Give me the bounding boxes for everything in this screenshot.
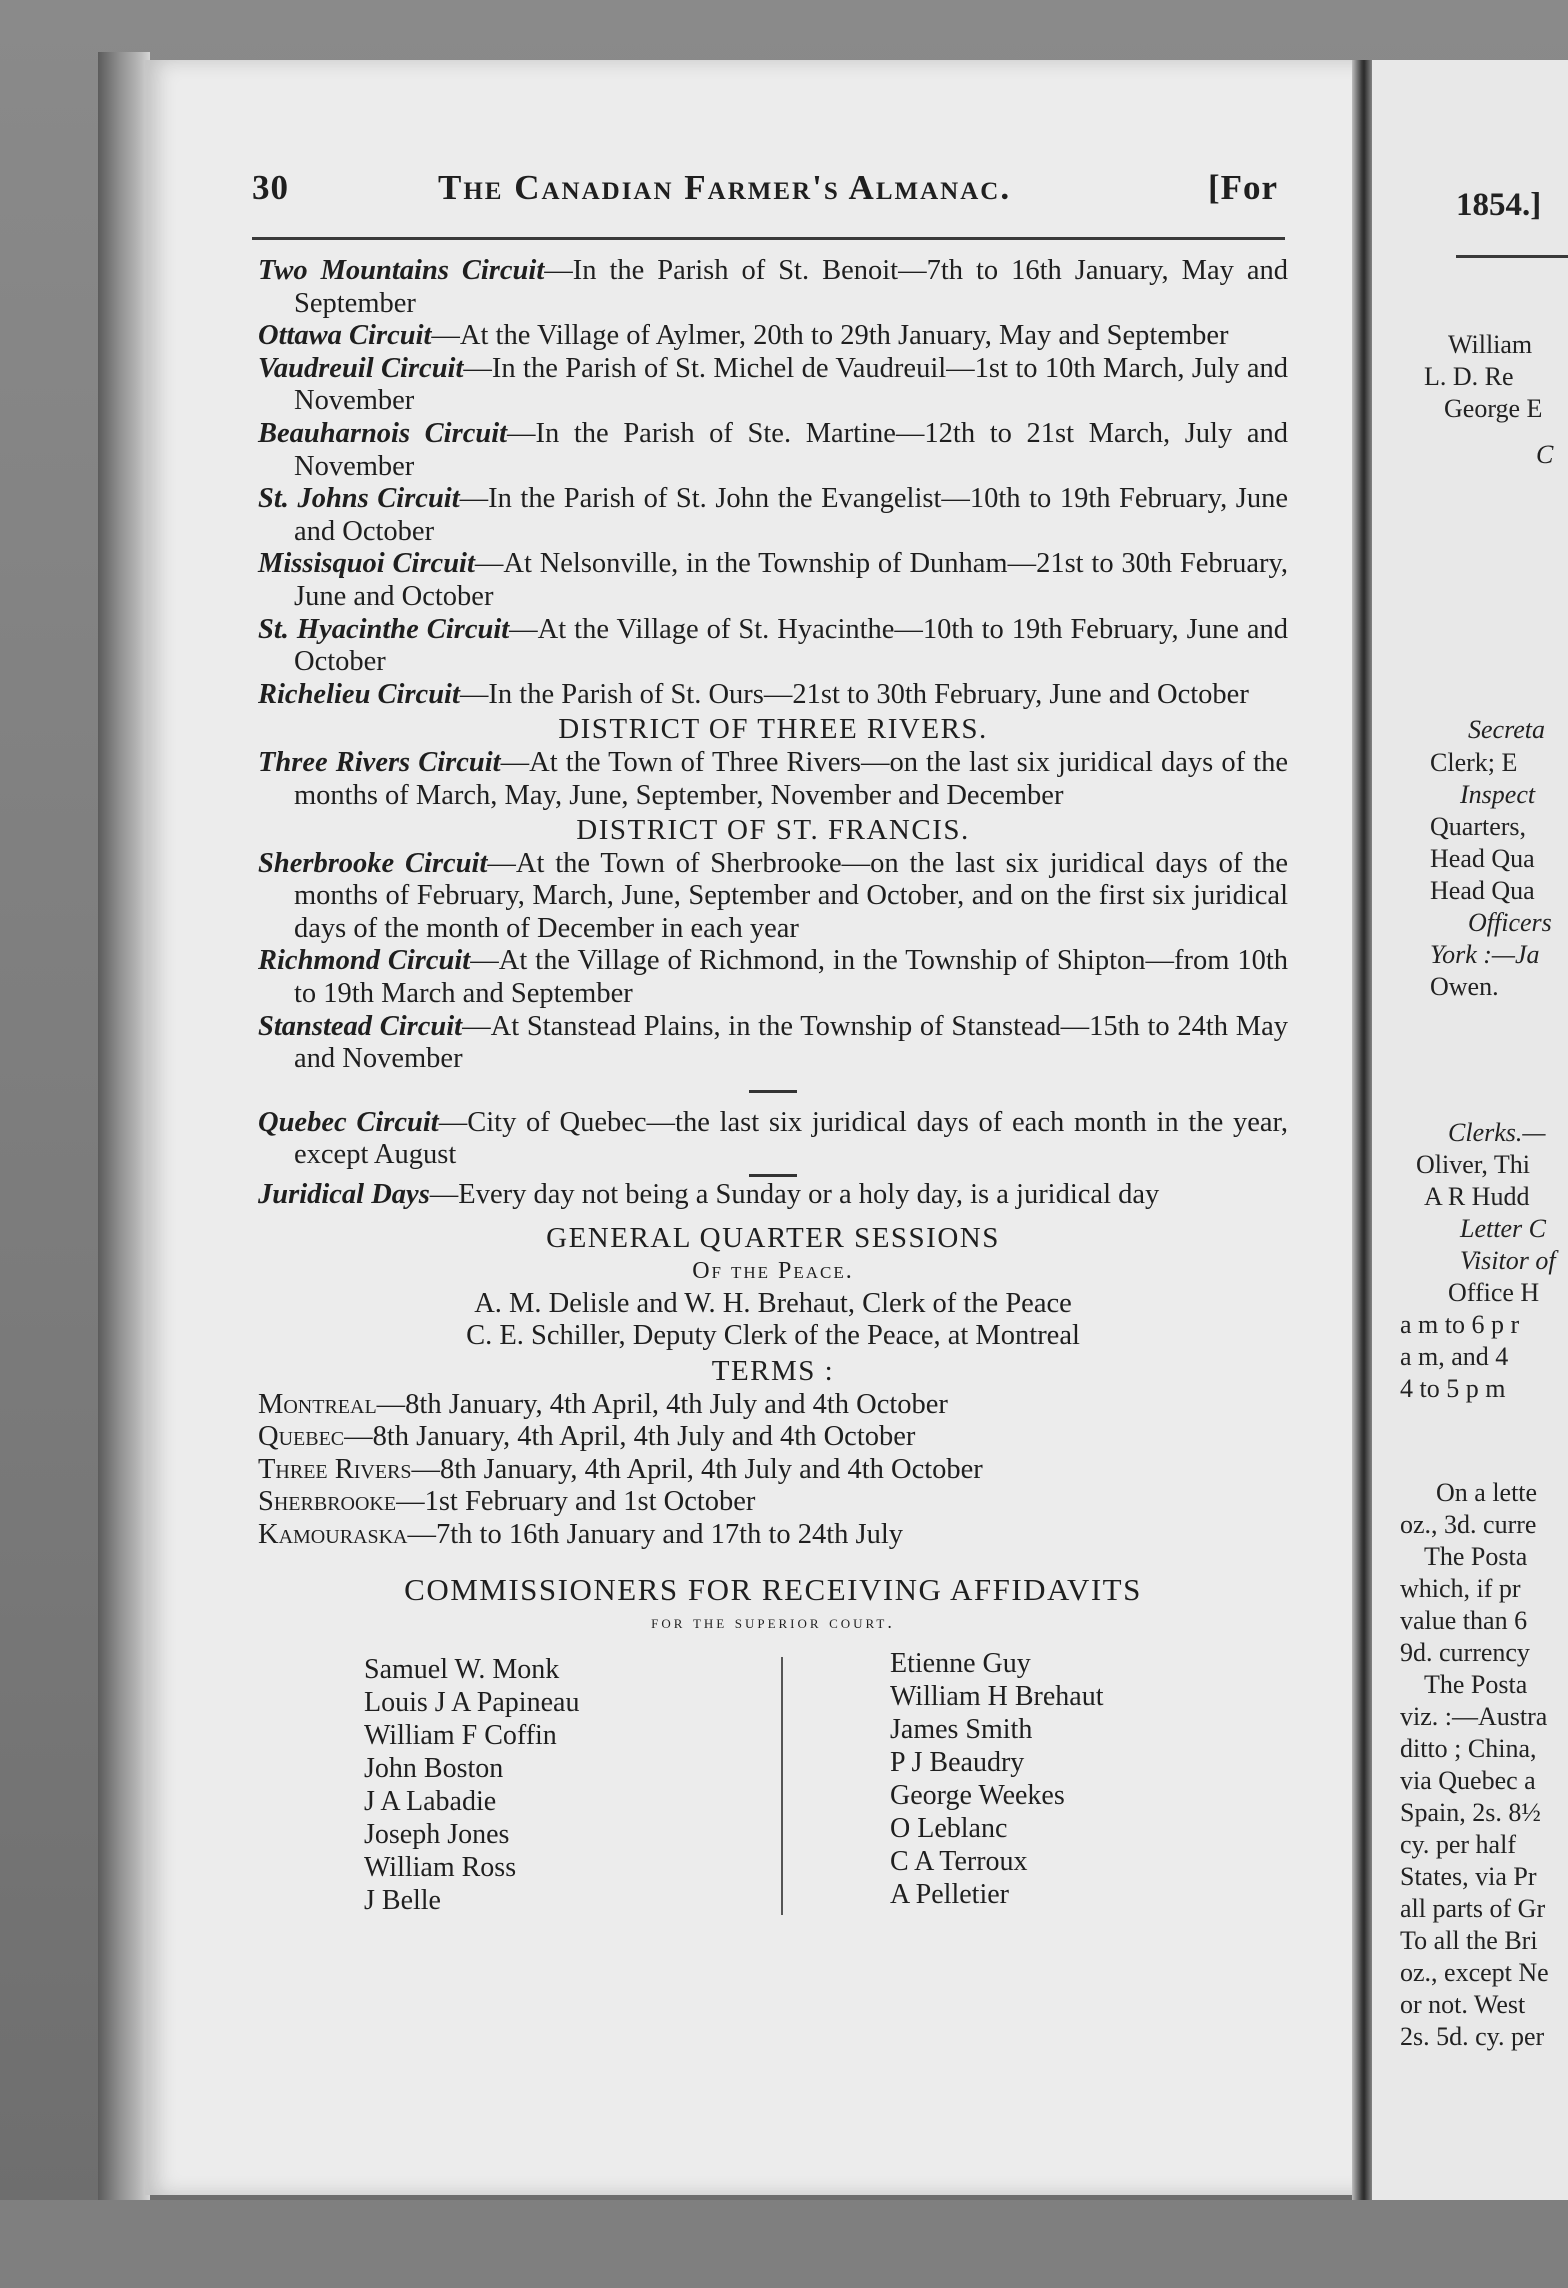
term-place: Sherbrooke	[258, 1486, 397, 1518]
facing-page-header: 1854.]	[1456, 187, 1542, 223]
st-francis-circuit-list	[258, 848, 1288, 1076]
commissioners-left-column	[364, 1653, 694, 1917]
term-place: Three Rivers	[258, 1453, 412, 1485]
facing-page-fragment: Office H	[1448, 1278, 1540, 1307]
commissioner-name: William H Brehaut	[890, 1680, 1104, 1712]
term-dates: —8th January, 4th April, 4th July and 4th October	[411, 1453, 983, 1485]
term-row	[258, 1486, 1288, 1519]
facing-page-fragment: a m, and 4	[1400, 1342, 1509, 1371]
facing-page-fragment: William	[1448, 330, 1533, 359]
circuit-entry	[258, 353, 1288, 418]
circuit-name: Two Mountains Circuit	[258, 255, 545, 286]
circuit-name: Richelieu Circuit	[258, 678, 460, 710]
circuit-name: St. Hyacinthe Circuit	[258, 613, 510, 645]
term-row	[258, 1389, 1288, 1422]
facing-page-fragment: viz. :—Austra	[1400, 1702, 1548, 1731]
facing-page-fragment: which, if pr	[1400, 1574, 1521, 1603]
circuit-text: —In the Parish of St. Ours—21st to 30th February, June and October	[459, 678, 1249, 710]
circuit-entry	[258, 1011, 1288, 1076]
circuit-name: Ottawa Circuit	[258, 320, 432, 352]
section-divider	[749, 1174, 797, 1177]
circuit-text: —At the Village of Richmond, in the Township of Shipton—from 10th to 19th March and September	[294, 945, 1288, 1010]
facing-page-fragment: On a lette	[1436, 1478, 1538, 1507]
facing-page-fragment: oz., 3d. curre	[1400, 1510, 1537, 1539]
circuit-name: St. Johns Circuit	[258, 483, 460, 515]
term-dates: —8th January, 4th April, 4th July and 4th October	[376, 1388, 948, 1420]
commissioner-name: P J Beaudry	[890, 1746, 1025, 1778]
circuit-name: Richmond Circuit	[258, 945, 471, 977]
commissioner-name: Etienne Guy	[890, 1647, 1031, 1679]
commissioners-heading: COMMISSIONERS FOR RECEIVING AFFIDAVITS	[404, 1571, 1142, 1607]
circuit-text: —At the Village of Aylmer, 20th to 29th January, May and September	[431, 320, 1229, 352]
facing-page-fragment: or not. West	[1400, 1990, 1526, 2019]
facing-page-fragment: Oliver, Thi	[1416, 1150, 1531, 1179]
term-row	[258, 1421, 1288, 1454]
term-place: Kamouraska	[258, 1518, 408, 1550]
commissioner-name: C A Terroux	[890, 1845, 1028, 1877]
facing-page-fragment: A R Hudd	[1424, 1182, 1530, 1211]
commissioner-name: James Smith	[890, 1713, 1033, 1745]
circuit-entry	[258, 418, 1288, 483]
circuit-entry	[258, 848, 1288, 946]
circuit-text: —City of Quebec—the last six juridical days of each month in the year, except August	[294, 1106, 1288, 1171]
circuit-entry	[258, 320, 1288, 353]
facing-page-fragment: C	[1536, 440, 1554, 469]
term-place: Quebec	[258, 1421, 345, 1453]
facing-page-fragment: Officers	[1468, 908, 1552, 937]
three-rivers-circuit-list	[258, 747, 1288, 812]
facing-page-fragment: To all the Bri	[1400, 1926, 1538, 1955]
header-rule	[252, 237, 1285, 240]
quarter-sessions-subheading: Of the Peace.	[692, 1258, 854, 1285]
circuit-text: —At the Town of Sherbrooke—on the last six juridical days of the months of February, March, June, September and October, and on the first six juridical days of the month of December in each year	[294, 847, 1288, 944]
book-gutter	[1352, 60, 1374, 2205]
facing-page-fragment: Head Qua	[1430, 844, 1535, 873]
circuit-entry	[258, 255, 1288, 320]
circuit-text: —In the Parish of Ste. Martine—12th to 21st March, July and November	[294, 417, 1288, 482]
circuit-entry	[258, 483, 1288, 548]
facing-page-fragment: ditto ; China,	[1400, 1734, 1537, 1763]
facing-page-fragment: all parts of Gr	[1400, 1894, 1546, 1923]
commissioners-table	[258, 1647, 1288, 1918]
facing-page-fragment: 9d. currency	[1400, 1638, 1530, 1667]
running-title-continuation: [For	[1208, 168, 1279, 207]
running-title: The Canadian Farmer's Almanac.	[438, 168, 1012, 207]
facing-page-fragment: a m to 6 p r	[1400, 1310, 1520, 1339]
circuit-entry	[258, 548, 1288, 613]
circuit-text: —At Stanstead Plains, in the Township of Stanstead—15th to 24th May and November	[294, 1010, 1288, 1075]
circuit-name: Sherbrooke Circuit	[258, 847, 488, 879]
facing-page-fragment: Inspect	[1460, 780, 1536, 809]
district-st-francis-heading: DISTRICT OF ST. FRANCIS.	[576, 814, 970, 847]
term-dates: —1st February and 1st October	[396, 1486, 756, 1518]
facing-page-fragment: L. D. Re	[1424, 362, 1514, 391]
facing-page-fragment: 4 to 5 p m	[1400, 1374, 1506, 1403]
circuit-entry	[258, 945, 1288, 1010]
commissioner-name: Joseph Jones	[364, 1818, 510, 1850]
commissioner-name: Samuel W. Monk	[364, 1653, 560, 1685]
facing-page-fragment: 2s. 5d. cy. per	[1400, 2022, 1545, 2051]
circuit-name: Vaudreuil Circuit	[258, 352, 464, 384]
circuit-entry	[258, 614, 1288, 679]
facing-page-fragment: Owen.	[1430, 972, 1499, 1001]
facing-page-fragment: Letter C	[1460, 1214, 1546, 1243]
circuit-text: —In the Parish of St. Benoit—7th to 16th January, May and September	[294, 255, 1288, 319]
book-page-edges	[98, 52, 150, 2202]
facing-page-fragment: oz., except Ne	[1400, 1958, 1549, 1987]
facing-page-fragment: value than 6	[1400, 1606, 1528, 1635]
facing-page-fragment: Clerks.—	[1448, 1118, 1546, 1147]
commissioner-name: John Boston	[364, 1752, 504, 1784]
circuit-text: —At the Village of St. Hyacinthe—10th to 19th February, June and October	[294, 613, 1289, 678]
facing-page-fragment: cy. per half	[1400, 1830, 1516, 1859]
circuit-text: —At the Town of Three Rivers—on the last six juridical days of the months of March, May, June, September, November and December	[294, 746, 1288, 811]
facing-page-fragment: Clerk; E	[1430, 748, 1518, 777]
facing-page-fragment: George E	[1444, 394, 1543, 423]
facing-page-text	[1376, 0, 1568, 2200]
facing-page-fragment: The Posta	[1424, 1542, 1528, 1571]
term-dates: —7th to 16th January and 17th to 24th July	[407, 1518, 904, 1550]
commissioner-name: J A Labadie	[364, 1785, 497, 1817]
term-place: Montreal	[258, 1388, 377, 1420]
term-row	[258, 1519, 1288, 1552]
clerk-of-peace: A. M. Delisle and W. H. Brehaut, Clerk of the Peace	[474, 1287, 1072, 1319]
column-divider	[781, 1657, 783, 1915]
commissioners-right-column	[890, 1647, 1250, 1911]
circuit-name: Three Rivers Circuit	[258, 746, 501, 778]
term-row	[258, 1454, 1288, 1487]
commissioner-name: A Pelletier	[890, 1878, 1009, 1910]
juridical-days-label: Juridical Days	[258, 1179, 430, 1211]
facing-page-fragment: Quarters,	[1430, 812, 1527, 841]
circuit-entry	[258, 747, 1288, 812]
facing-page-rule	[1456, 255, 1568, 258]
commissioner-name: George Weekes	[890, 1779, 1065, 1811]
circuit-name: Missisquoi Circuit	[258, 548, 475, 580]
circuit-text: —In the Parish of St. Michel de Vaudreuil—1st to 10th March, July and November	[294, 352, 1288, 417]
juridical-days-text: —Every day not being a Sunday or a holy day, is a juridical day	[429, 1179, 1160, 1211]
circuit-entry	[258, 679, 1288, 712]
circuit-name: Stanstead Circuit	[258, 1010, 463, 1042]
circuit-text: —In the Parish of St. John the Evangelist—10th to 19th February, June and October	[294, 483, 1288, 547]
terms-heading: TERMS :	[711, 1355, 835, 1387]
facing-page-fragment: Head Qua	[1430, 876, 1535, 905]
page-number: 30	[252, 168, 289, 207]
commissioners-subheading: for the superior court.	[651, 1612, 895, 1633]
commissioner-name: O Leblanc	[890, 1812, 1008, 1844]
deputy-clerk: C. E. Schiller, Deputy Clerk of the Peace, at Montreal	[466, 1320, 1080, 1352]
page-body	[258, 255, 1288, 1918]
facing-page-fragment: The Posta	[1424, 1670, 1528, 1699]
commissioner-name: William Ross	[364, 1851, 517, 1883]
circuit-entry	[258, 1107, 1288, 1172]
term-dates: —8th January, 4th April, 4th July and 4th October	[344, 1421, 916, 1453]
commissioner-name: William F Coffin	[364, 1719, 557, 1751]
district-three-rivers-heading: DISTRICT OF THREE RIVERS.	[558, 713, 988, 746]
juridical-days-entry	[258, 1179, 1288, 1212]
facing-page-fragment: Spain, 2s. 8½	[1400, 1798, 1541, 1827]
montreal-circuit-list	[258, 255, 1288, 711]
commissioner-name: J Belle	[364, 1884, 441, 1916]
circuit-text: —At Nelsonville, in the Township of Dunham—21st to 30th February, June and October	[294, 548, 1288, 612]
circuit-name: Quebec Circuit	[258, 1106, 439, 1138]
section-divider	[749, 1090, 797, 1093]
circuit-name: Beauharnois Circuit	[258, 417, 508, 449]
terms-list	[258, 1389, 1288, 1552]
quarter-sessions-heading: GENERAL QUARTER SESSIONS	[546, 1221, 1000, 1254]
scan-bottom-margin	[0, 2200, 1568, 2288]
facing-page-fragment: York :—Ja	[1430, 940, 1540, 969]
facing-page-fragment: via Quebec a	[1400, 1766, 1536, 1795]
facing-page-fragment: Secreta	[1468, 715, 1545, 744]
commissioner-name: Louis J A Papineau	[364, 1686, 580, 1718]
facing-page-fragment: States, via Pr	[1400, 1862, 1537, 1891]
facing-page-fragment: Visitor of	[1460, 1246, 1556, 1275]
